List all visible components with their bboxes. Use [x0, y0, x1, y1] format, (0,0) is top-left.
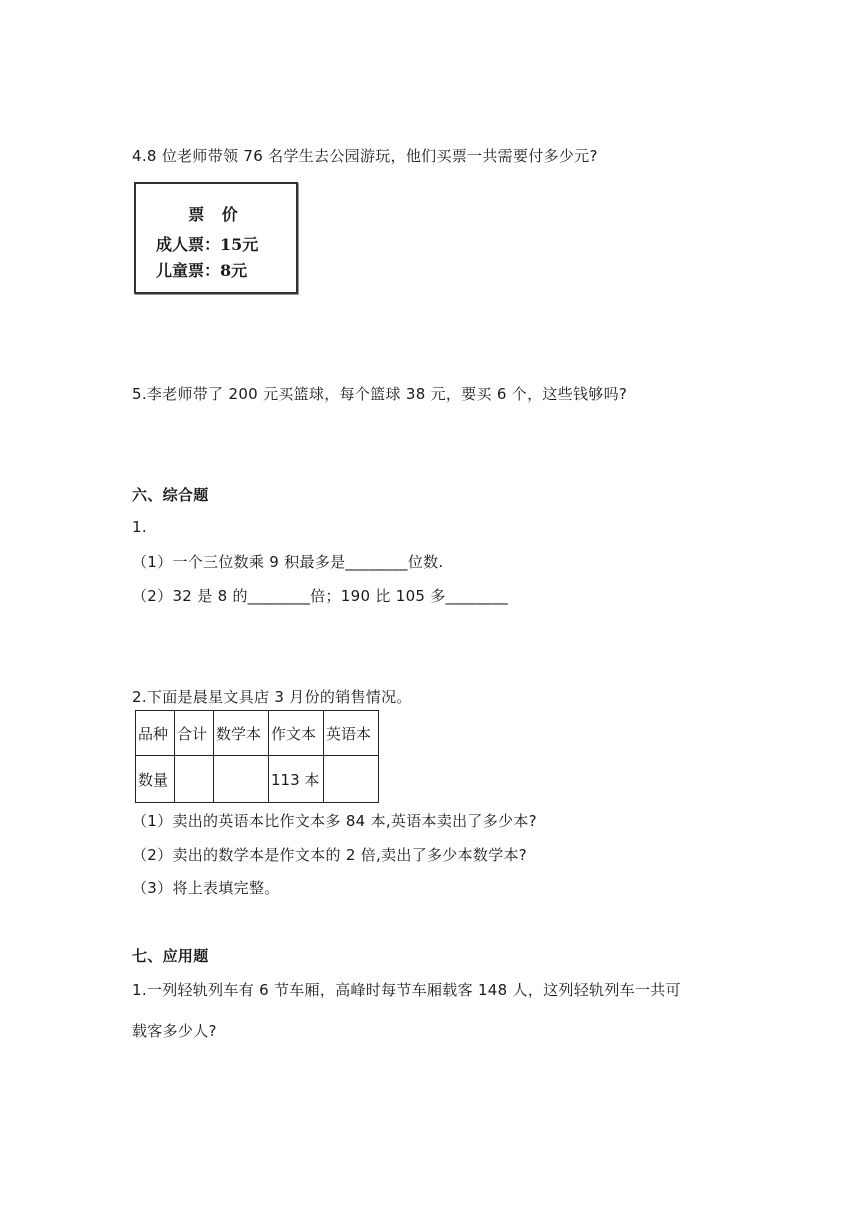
ticket-price-title: 票 价 [188, 205, 244, 224]
table-cell [175, 756, 214, 803]
table-header-cell: 品种 [136, 711, 175, 756]
table-cell [324, 756, 379, 803]
ticket-price-box [134, 182, 298, 294]
table-header-row [136, 711, 379, 756]
table-cell: 113 本 [269, 756, 324, 803]
question-4-text: 4.8 位老师带领 76 名学生去公园游玩，他们买票一共需要付多少元? [132, 147, 598, 165]
section-7-heading: 七、应用题 [132, 947, 209, 965]
section-6-heading: 六、综合题 [132, 486, 209, 504]
sales-table [135, 710, 379, 803]
section-6-problem-2-part-1: （1）卖出的英语本比作文本多 84 本,英语本卖出了多少本? [132, 812, 537, 830]
section-7-problem-1-line-1: 1.一列轻轨列车有 6 节车厢，高峰时每节车厢载客 148 人，这列轻轨列车一共可 [132, 981, 681, 999]
section-6-problem-2-intro: 2.下面是晨星文具店 3 月份的销售情况。 [132, 688, 412, 706]
table-header-cell: 作文本 [269, 711, 324, 756]
table-header-cell: 英语本 [324, 711, 379, 756]
adult-ticket-price: 成人票：15元 [156, 235, 259, 254]
section-6-problem-1-part-1: （1）一个三位数乘 9 积最多是________位数. [132, 553, 444, 571]
table-cell: 数量 [136, 756, 175, 803]
table-cell [214, 756, 269, 803]
section-6-problem-2-part-2: （2）卖出的数学本是作文本的 2 倍,卖出了多少本数学本? [132, 846, 528, 864]
child-ticket-price: 儿童票：8元 [156, 261, 248, 280]
section-6-problem-1-number: 1. [132, 518, 147, 536]
section-7-problem-1-line-2: 载客多少人? [132, 1022, 217, 1040]
table-row [136, 756, 379, 803]
section-6-problem-1-part-2: （2）32 是 8 的________倍；190 比 105 多________ [132, 587, 509, 605]
section-6-problem-2-part-3: （3）将上表填完整。 [132, 879, 280, 897]
question-5-text: 5.李老师带了 200 元买篮球，每个篮球 38 元，要买 6 个，这些钱够吗? [132, 385, 628, 403]
table-header-cell: 数学本 [214, 711, 269, 756]
table-header-cell: 合计 [175, 711, 214, 756]
